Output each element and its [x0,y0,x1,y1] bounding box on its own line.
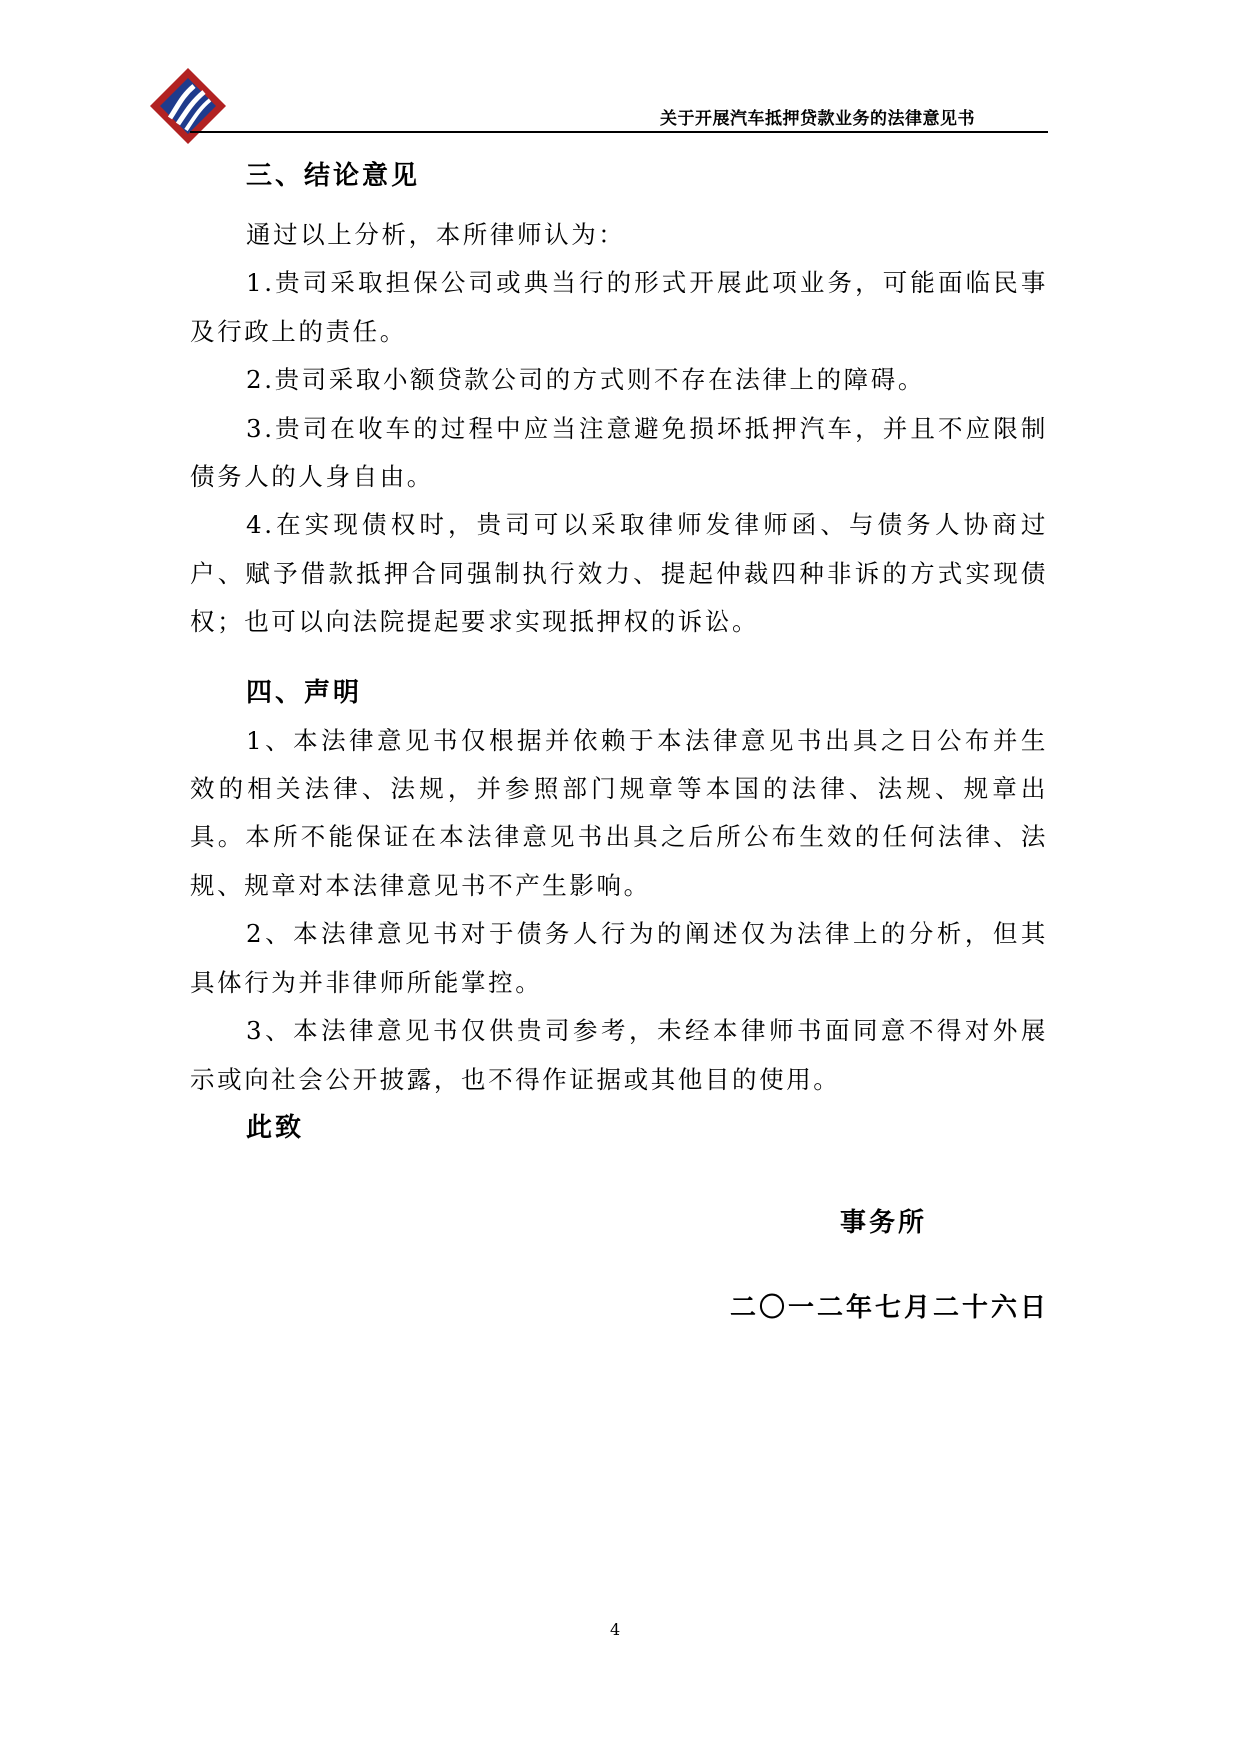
conclusion-item-1: 1.贵司采取担保公司或典当行的形式开展此项业务，可能面临民事及行政上的责任。 [190,268,1048,346]
conclusion-item-2: 2.贵司采取小额贷款公司的方式则不存在法律上的障碍。 [246,365,925,395]
signature-organization: 事务所 [840,1208,928,1238]
section-heading-conclusion: 三、结论意见 [246,161,421,191]
header-title: 关于开展汽车抵押贷款业务的法律意见书 [660,109,975,129]
page-number: 4 [610,1620,621,1639]
statement-item-1: 1、本法律意见书仅根据并依赖于本法律意见书出具之日公布并生效的相关法律、法规，并参照部门规章等本国的法律、法规、规章出具。本所不能保证在本法律意见书出具之后所公布生效的任何法律、法规、规章对本法律意见书不产生影响。 [190,725,1048,900]
statement-item-3: 3、本法律意见书仅供贵司参考，未经本律师书面同意不得对外展示或向社会公开披露，也不得作证据或其他目的使用。 [190,1016,1048,1094]
conclusion-item-4: 4.在实现债权时，贵司可以采取律师发律师函、与债务人协商过户、赋予借款抵押合同强制执行效力、提起仲裁四种非诉的方式实现债权；也可以向法院提起要求实现抵押权的诉讼。 [190,510,1048,637]
firm-logo [148,66,228,146]
header-divider [190,131,1048,133]
statement-item-2: 2、本法律意见书对于债务人行为的阐述仅为法律上的分析，但其具体行为并非律师所能掌控。 [190,919,1048,997]
document-body [190,152,1048,1152]
conclusion-intro: 通过以上分析，本所律师认为： [246,220,626,249]
signature-date: 二〇一二年七月二十六日 [730,1293,1050,1323]
conclusion-item-3: 3.贵司在收车的过程中应当注意避免损坏抵押汽车，并且不应限制债务人的人身自由。 [190,413,1048,492]
section-heading-statement: 四、声明 [246,677,363,708]
closing-salutation: 此致 [246,1112,305,1143]
